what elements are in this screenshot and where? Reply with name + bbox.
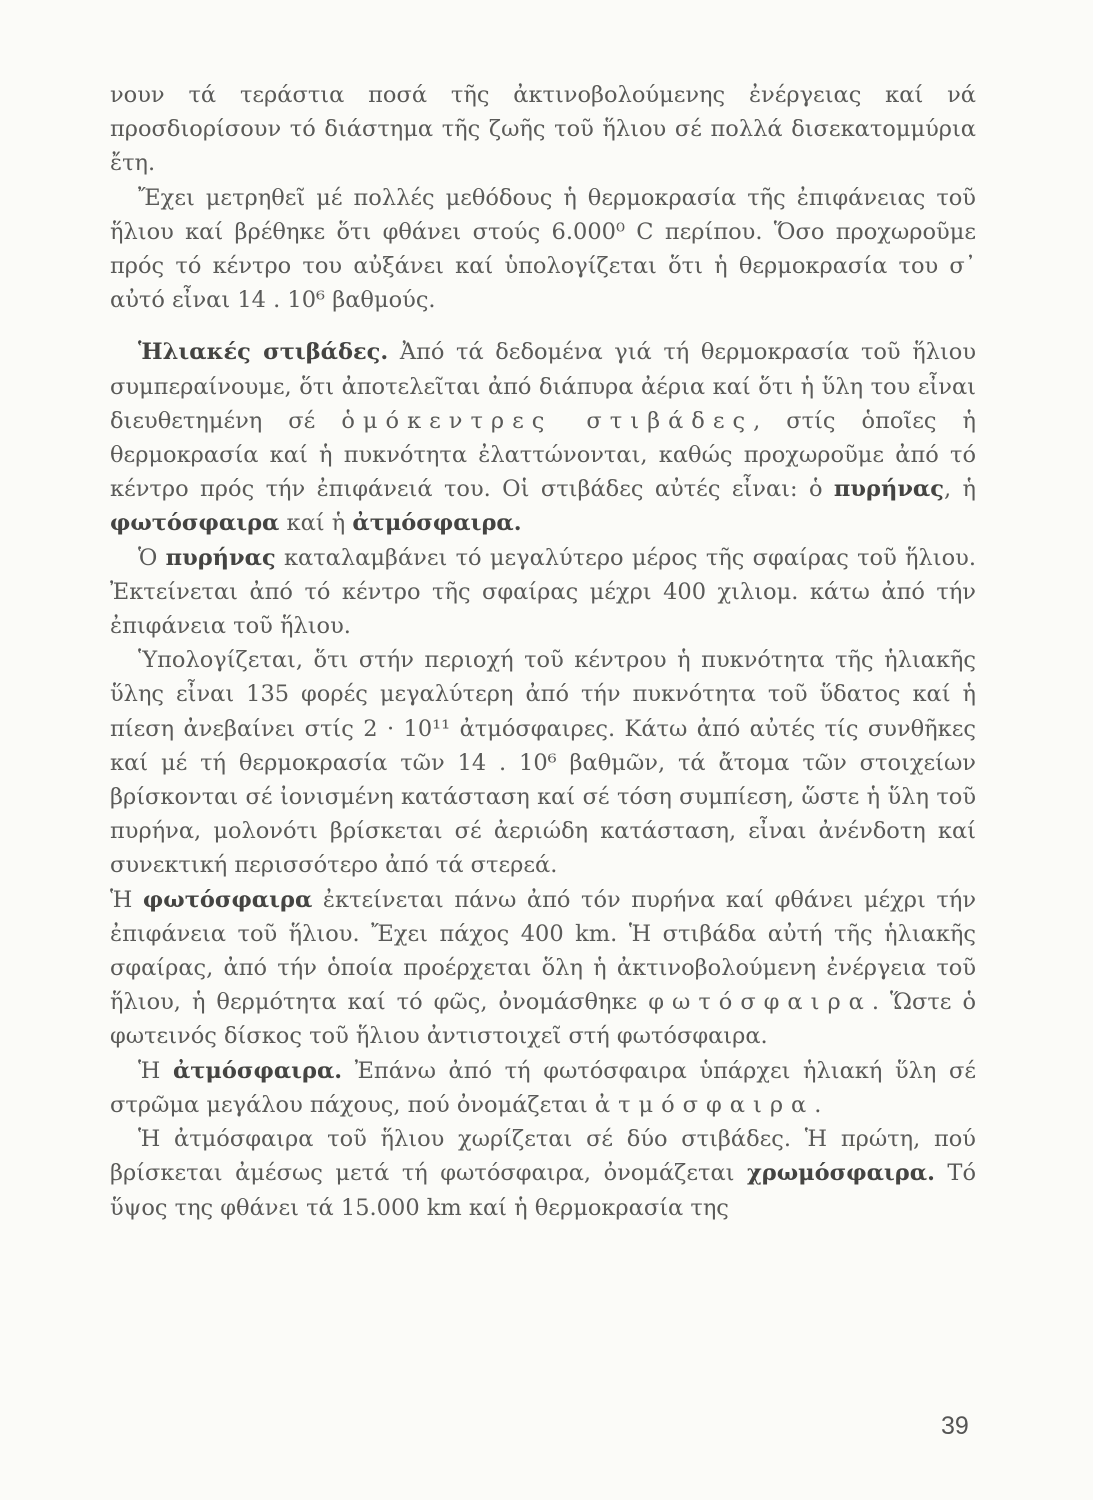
bold-term-chromosphere: χρωμόσφαιρα. bbox=[747, 1160, 935, 1187]
text-run: Ἡ ἀτμόσφαιρα τοῦ ἥλιου χωρίζεται σέ δύο στιβάδες. Ἡ πρώτη, πού βρίσκεται ἀμέσως μετά τή φωτόσφαιρα, ὀνομάζεται bbox=[110, 1126, 976, 1187]
bold-term-core: πυρήνας bbox=[833, 476, 944, 503]
bold-term-photosphere: φωτόσφαιρα bbox=[110, 510, 280, 537]
bold-term-photosphere: φωτόσφαιρα bbox=[142, 886, 313, 913]
spaced-term: ἀτμόσφαιρα bbox=[594, 1091, 815, 1118]
text-run: καί ἡ bbox=[279, 510, 353, 537]
paragraph-5: Ὑπολογίζεται, ὅτι στήν περιοχή τοῦ κέντρου ἡ πυκνότητα τῆς ἡλιακῆς ὕλης εἶναι 135 φορές μεγαλύτερη ἀπό τήν πυκνότητα τοῦ ὕδατος καί ἡ πίεση ἀνεβαίνει στίς 2 · 10¹¹ ἀτμόσφαιρες. Κάτω ἀπό αὐτές τίς συνθῆκες καί μέ τή θερμοκρασία τῶν 14 . 10⁶ βαθμῶν, τά ἄτομα τῶν στοιχείων βρίσκονται σέ ἰονισμένη κατάσταση καί σέ τόση συμπίεση, ὥστε ἡ ὕλη τοῦ πυρήνα, μολονότι βρίσκεται σέ ἀεριώδη κατάσταση, εἶναι ἀνένδοτη καί συνεκτική περισσότερο ἀπό τά στερεά. bbox=[110, 647, 976, 879]
page-number: 39 bbox=[941, 1412, 969, 1440]
paragraph-3 bbox=[110, 335, 976, 540]
paragraph-4 bbox=[110, 541, 976, 644]
text-run: , ἡ bbox=[943, 476, 976, 503]
paragraph-1: νουν τά τεράστια ποσά τῆς ἀκτινοβολούμενης ἐνέργειας καί νά προσδιορίσουν τό διάστημα τῆς ζωῆς τοῦ ἥλιου σέ πολλά δισεκατομμύρια ἔτη. bbox=[110, 82, 976, 177]
text-run: ἐκτείνεται πάνω ἀπό τόν πυρήνα καί φθάνει μέχρι τήν ἐπιφάνεια τοῦ ἥλιου. Ἔχει πάχος 400 km. Ἡ στιβάδα αὐτή τῆς ἡλιακῆς σφαίρας, ἀπό τήν ὁποία προέρχεται ὅλη ἡ ἀκτινοβολούμενη ἐνέργεια τοῦ ἥλιου, ἡ θερμότητα καί τό φῶς, ὀνομάσθηκε bbox=[110, 886, 976, 1016]
text-run: Τό ὕψος της φθάνει τά 15.000 km καί ἡ θερμοκρασία της bbox=[110, 1160, 976, 1221]
paragraph-6 bbox=[110, 883, 976, 1054]
text-run: Ὁ bbox=[138, 544, 166, 571]
text-run: . bbox=[814, 1091, 822, 1118]
body-text bbox=[110, 78, 976, 1225]
paragraph-8 bbox=[110, 1122, 976, 1225]
bold-term-atmosphere: ἀτμόσφαιρα. bbox=[172, 1057, 343, 1084]
bold-term-atmosphere: ἀτμόσφαιρα. bbox=[352, 510, 522, 537]
text-run: , στίς ὁποῖες ἡ θερμοκρασία καί ἡ πυκνότητα ἐλαττώνονται, καθώς προχωροῦμε ἀπό τό κέντρο πρός τήν ἐπιφάνειά του. Οἱ στιβάδες αὐτές εἶναι: ὁ bbox=[110, 407, 976, 503]
text-run: Ἐπάνω ἀπό τή φωτόσφαιρα ὑπάρχει ἡλιακή ὕλη σέ στρῶμα μεγάλου πάχους, πού ὀνομάζεται bbox=[110, 1057, 976, 1118]
bold-term-core: πυρήνας bbox=[165, 544, 276, 571]
text-run: Ἀπό τά δεδομένα γιά τή θερμοκρασία τοῦ ἥλιου συμπεραίνουμε, ὅτι ἀποτελεῖται ἀπό διάπυρα ἀέρια καί ὅτι ἡ ὕλη του εἶναι διευθετημένη σέ bbox=[110, 339, 976, 434]
paragraph-2: Ἔχει μετρηθεῖ μέ πολλές μεθόδους ἡ θερμοκρασία τῆς ἐπιφάνειας τοῦ ἥλιου καί βρέθηκε ὅτι φθάνει στούς 6.000⁰ C περίπου. Ὅσο προχωροῦμε πρός τό κέντρο του αὐξάνει καί ὑπολογίζεται ὅτι ἡ θερμοκρασία του σ᾽ αὐτό εἶναι 14 . 10⁶ βαθμούς. bbox=[110, 184, 976, 314]
section-heading-solar-layers: Ἡλιακές στιβάδες. bbox=[138, 339, 389, 366]
text-run: . Ὥστε ὁ φωτεινός δίσκος τοῦ ἥλιου ἀντιστοιχεῖ στή φωτόσφαιρα. bbox=[110, 989, 976, 1050]
text-run: Ἡ bbox=[110, 886, 143, 913]
text-run: καταλαμβάνει τό μεγαλύτερο μέρος τῆς σφαίρας τοῦ ἥλιου. Ἐκτείνεται ἀπό τό κέντρο τῆς σφαίρας μέχρι 400 χιλιομ. κάτω ἀπό τήν ἐπιφάνεια τοῦ ἥλιου. bbox=[110, 544, 976, 640]
paragraph-7 bbox=[110, 1054, 976, 1122]
text-run: Ἡ bbox=[138, 1057, 173, 1084]
spaced-term: ὁμόκεντρες στιβάδες bbox=[341, 407, 754, 434]
spaced-term: φωτόσφαιρα bbox=[648, 989, 872, 1016]
